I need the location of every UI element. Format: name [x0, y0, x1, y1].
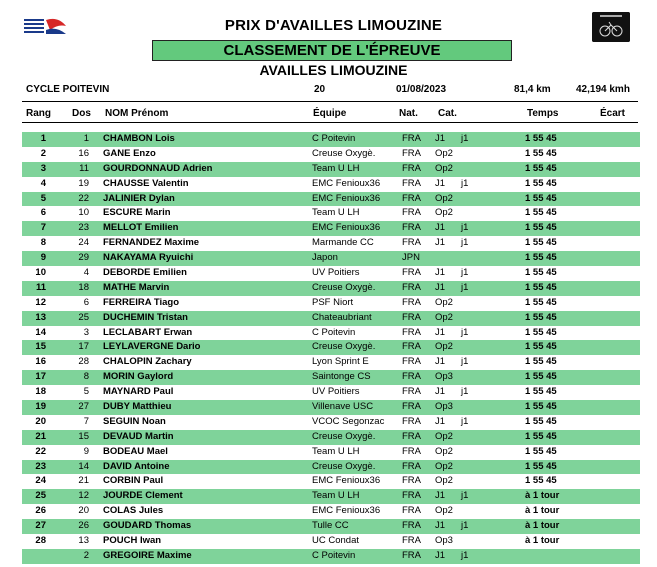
bib-cell: 28 [78, 356, 89, 368]
nationality-cell: FRA [402, 371, 421, 383]
category-cell: J1 [435, 133, 446, 144]
bib-cell: 5 [83, 386, 89, 398]
subcategory-cell: j1 [461, 133, 469, 144]
bib-cell: 16 [78, 147, 89, 159]
time-cell: à 1 tour [525, 520, 560, 532]
bib-cell: 17 [78, 341, 89, 353]
time-cell: 1 55 45 [525, 147, 557, 159]
rank-cell: 25 [35, 490, 46, 502]
bib-cell: 21 [78, 475, 89, 487]
team-cell: UV Poitiers [312, 267, 360, 279]
rank-cell: 8 [40, 237, 46, 249]
table-row [22, 266, 640, 281]
category-cell: J1 [435, 177, 446, 189]
category-cell: J1 [435, 356, 446, 368]
nationality-cell: FRA [402, 490, 421, 502]
team-cell: Team U LH [312, 162, 360, 174]
team-cell: Villenave USC [312, 401, 374, 413]
team-cell: EMC Fenioux36 [312, 505, 381, 517]
rider-name-cell: NAKAYAMA Ryuichi [103, 252, 194, 264]
bib-cell: 9 [83, 445, 89, 457]
category-cell: J1 [435, 490, 446, 502]
rank-cell: 10 [35, 267, 46, 279]
subcategory-cell: j1 [461, 326, 469, 338]
bib-cell: 4 [83, 267, 89, 279]
team-cell: PSF Niort [312, 296, 354, 308]
nationality-cell: FRA [402, 192, 421, 204]
bib-cell: 24 [78, 237, 89, 249]
rank-cell: 3 [40, 162, 46, 174]
table-row [22, 385, 640, 400]
team-cell: C Poitevin [312, 133, 356, 144]
bib-cell: 12 [78, 490, 89, 502]
time-cell: 1 55 45 [525, 267, 557, 279]
category-cell: J1 [435, 267, 446, 279]
nationality-cell: FRA [402, 505, 421, 517]
col-cat: Cat. [438, 108, 457, 119]
time-cell: 1 55 45 [525, 222, 557, 234]
bib-cell: 11 [79, 162, 89, 174]
participants-count: 20 [314, 84, 326, 95]
nationality-cell: FRA [402, 267, 421, 279]
rider-name-cell: LECLABART Erwan [103, 326, 193, 338]
rank-cell: 6 [40, 207, 46, 219]
team-cell: EMC Fenioux36 [312, 177, 381, 189]
category-cell: Op2 [435, 207, 453, 219]
category-cell: Op2 [435, 460, 453, 472]
team-cell: Team U LH [312, 445, 360, 457]
time-cell: 1 55 45 [525, 341, 557, 353]
results-table [22, 132, 640, 564]
table-row [22, 340, 640, 355]
rider-name-cell: JALINIER Dylan [103, 192, 175, 204]
category-cell: Op3 [435, 371, 453, 383]
category-cell: J1 [435, 281, 446, 293]
nationality-cell: FRA [402, 415, 421, 427]
rider-name-cell: BODEAU Mael [103, 445, 168, 457]
col-equipe: Équipe [313, 108, 347, 119]
bib-cell: 8 [83, 371, 89, 383]
team-cell: Creuse Oxygè. [312, 430, 376, 442]
bib-cell: 26 [78, 520, 89, 532]
race-title: PRIX D'AVAILLES LIMOUZINE [224, 17, 443, 34]
nationality-cell: FRA [402, 520, 421, 532]
table-row [22, 489, 640, 504]
bib-cell: 25 [78, 311, 89, 323]
rider-name-cell: CHAMBON Lois [103, 133, 175, 144]
rank-cell: 4 [40, 177, 46, 189]
club-name: CYCLE POITEVIN [26, 84, 110, 95]
bib-cell: 6 [83, 296, 89, 308]
rank-cell: 15 [35, 341, 46, 353]
bib-cell: 15 [78, 430, 89, 442]
classement-banner: CLASSEMENT DE L'ÉPREUVE [152, 40, 512, 61]
table-row [22, 192, 640, 207]
category-cell: Op2 [435, 430, 453, 442]
category-cell: J1 [435, 415, 446, 427]
table-row [22, 445, 640, 460]
race-speed: 42,194 kmh [576, 84, 630, 95]
category-cell: Op3 [435, 401, 453, 413]
table-row [22, 504, 640, 519]
category-cell: J1 [435, 386, 446, 398]
table-row [22, 281, 640, 296]
rank-cell: 9 [40, 252, 46, 264]
time-cell: 1 55 45 [525, 281, 557, 293]
time-cell: 1 55 45 [525, 192, 557, 204]
table-row [22, 162, 640, 177]
team-cell: C Poitevin [312, 326, 356, 338]
rider-name-cell: DUBY Matthieu [103, 401, 172, 413]
rank-cell: 12 [35, 296, 46, 308]
rank-cell: 2 [40, 147, 46, 159]
col-dos: Dos [72, 108, 91, 119]
team-cell: Creuse Oxygè. [312, 460, 376, 472]
nationality-cell: FRA [402, 177, 421, 189]
table-row [22, 519, 640, 534]
table-row [22, 460, 640, 475]
team-cell: Creuse Oxygè. [312, 147, 376, 159]
category-cell: J1 [435, 326, 446, 338]
subcategory-cell: j1 [461, 222, 469, 234]
category-cell: Op3 [435, 535, 453, 547]
bib-cell: 14 [78, 460, 89, 472]
table-row [22, 236, 640, 251]
category-cell: J1 [435, 222, 446, 234]
team-cell: UV Poitiers [312, 386, 360, 398]
rider-name-cell: DEBORDE Emilien [103, 267, 187, 279]
rider-name-cell: CHAUSSE Valentin [103, 177, 189, 189]
nationality-cell: FRA [402, 133, 421, 144]
table-row [22, 534, 640, 549]
nationality-cell: FRA [402, 341, 421, 353]
rank-cell: 18 [35, 386, 46, 398]
team-cell: Creuse Oxygè. [312, 281, 376, 293]
category-cell: Op2 [435, 475, 453, 487]
team-cell: UC Condat [312, 535, 359, 547]
rank-cell: 14 [35, 326, 46, 338]
nationality-cell: FRA [402, 356, 421, 368]
rider-name-cell: GOURDONNAUD Adrien [103, 162, 213, 174]
subcategory-cell: j1 [461, 386, 469, 398]
rider-name-cell: FERNANDEZ Maxime [103, 237, 200, 249]
time-cell: 1 55 45 [525, 460, 557, 472]
team-cell: Team U LH [312, 207, 360, 219]
rider-name-cell: GREGOIRE Maxime [103, 549, 192, 561]
table-row [22, 549, 640, 564]
rider-name-cell: MORIN Gaylord [103, 371, 174, 383]
time-cell: 1 55 45 [525, 445, 557, 457]
race-distance: 81,4 km [514, 84, 551, 95]
category-cell: J1 [435, 237, 446, 249]
rider-name-cell: ESCURE Marin [103, 207, 171, 219]
nationality-cell: FRA [402, 237, 421, 249]
category-cell: Op2 [435, 445, 453, 457]
subcategory-cell: j1 [461, 267, 469, 279]
category-cell: Op2 [435, 147, 453, 159]
table-row [22, 370, 640, 385]
col-ecart: Écart [600, 108, 626, 119]
time-cell: 1 55 45 [525, 401, 557, 413]
rider-name-cell: LEYLAVERGNE Dario [103, 341, 201, 353]
rank-cell: 13 [35, 311, 46, 323]
table-row [22, 206, 640, 221]
nationality-cell: FRA [402, 281, 421, 293]
rank-cell: 19 [35, 401, 46, 413]
rank-cell: 11 [35, 281, 46, 293]
time-cell: 1 55 45 [525, 296, 557, 308]
race-date: 01/08/2023 [396, 84, 447, 95]
category-cell: Op2 [435, 341, 453, 353]
team-cell: Japon [312, 252, 338, 264]
subcategory-cell: j1 [461, 490, 469, 502]
time-cell: 1 55 45 [525, 162, 557, 174]
rank-cell: 23 [35, 460, 46, 472]
bib-cell: 27 [78, 401, 89, 413]
table-row [22, 132, 640, 147]
rank-cell: 27 [35, 520, 46, 532]
team-cell: Saintonge CS [312, 371, 371, 383]
category-cell: Op2 [435, 162, 453, 174]
nationality-cell: FRA [402, 401, 421, 413]
nationality-cell: FRA [402, 296, 421, 308]
time-cell: 1 55 45 [525, 371, 557, 383]
table-row [22, 326, 640, 341]
bib-cell: 20 [78, 505, 89, 517]
category-cell: Op2 [435, 311, 453, 323]
bib-cell: 19 [78, 177, 89, 189]
nationality-cell: JPN [402, 252, 420, 264]
team-cell: Chateaubriant [312, 311, 372, 323]
table-row [22, 221, 640, 236]
col-temps: Temps [527, 108, 559, 119]
nationality-cell: FRA [402, 549, 421, 561]
header-top-rule [22, 101, 638, 102]
time-cell: à 1 tour [525, 490, 560, 502]
category-cell: Op2 [435, 505, 453, 517]
rider-name-cell: MELLOT Emilien [103, 222, 179, 234]
col-rang: Rang [26, 108, 51, 119]
col-nat: Nat. [399, 108, 418, 119]
team-cell: Team U LH [312, 490, 360, 502]
team-cell: Tulle CC [312, 520, 349, 532]
time-cell: à 1 tour [525, 505, 560, 517]
time-cell: 1 55 45 [525, 386, 557, 398]
category-cell: Op2 [435, 192, 453, 204]
rank-cell: 21 [35, 430, 46, 442]
team-cell: EMC Fenioux36 [312, 222, 381, 234]
team-cell: C Poitevin [312, 549, 356, 561]
time-cell: 1 55 45 [525, 475, 557, 487]
bib-cell: 1 [83, 133, 89, 144]
subcategory-cell: j1 [461, 237, 469, 249]
bib-cell: 22 [78, 192, 89, 204]
team-cell: VCOC Segonzac [312, 415, 385, 427]
rider-name-cell: MATHE Marvin [103, 281, 170, 293]
team-cell: EMC Fenioux36 [312, 475, 381, 487]
time-cell: 1 55 45 [525, 415, 557, 427]
nationality-cell: FRA [402, 326, 421, 338]
subcategory-cell: j1 [461, 281, 469, 293]
team-cell: EMC Fenioux36 [312, 192, 381, 204]
rider-name-cell: DEVAUD Martin [103, 430, 174, 442]
rank-cell: 16 [35, 356, 46, 368]
rank-cell: 7 [40, 222, 46, 234]
rank-cell: 26 [35, 505, 46, 517]
table-row [22, 415, 640, 430]
rider-name-cell: COLAS Jules [103, 505, 164, 517]
time-cell: 1 55 45 [525, 237, 557, 249]
team-cell: Marmande CC [312, 237, 374, 249]
nationality-cell: FRA [402, 460, 421, 472]
rank-cell: 20 [35, 415, 46, 427]
table-row [22, 311, 640, 326]
time-cell: 1 55 45 [525, 356, 557, 368]
table-row [22, 177, 640, 192]
table-row [22, 355, 640, 370]
rank-cell: 5 [40, 192, 46, 204]
bib-cell: 10 [78, 207, 89, 219]
nationality-cell: FRA [402, 430, 421, 442]
rider-name-cell: MAYNARD Paul [103, 386, 174, 398]
bib-cell: 13 [78, 535, 89, 547]
bib-cell: 3 [83, 326, 89, 338]
table-row [22, 147, 640, 162]
nationality-cell: FRA [402, 162, 421, 174]
bib-cell: 7 [83, 415, 89, 427]
rider-name-cell: GOUDARD Thomas [103, 520, 192, 532]
bib-cell: 29 [78, 252, 89, 264]
table-row [22, 430, 640, 445]
time-cell: 1 55 45 [525, 326, 557, 338]
bib-cell: 23 [78, 222, 89, 234]
nationality-cell: FRA [402, 147, 421, 159]
subcategory-cell: j1 [461, 177, 469, 189]
time-cell: 1 55 45 [525, 430, 557, 442]
table-row [22, 400, 640, 415]
rider-name-cell: SEGUIN Noan [103, 415, 166, 427]
rank-cell: 24 [35, 475, 46, 487]
rank-cell: 22 [35, 445, 46, 457]
nationality-cell: FRA [402, 386, 421, 398]
nationality-cell: FRA [402, 311, 421, 323]
rider-name-cell: POUCH Iwan [103, 535, 162, 547]
nationality-cell: FRA [402, 445, 421, 457]
col-nom: NOM Prénom [105, 108, 169, 119]
header-bottom-rule [22, 122, 638, 123]
category-cell: J1 [435, 520, 446, 532]
time-cell: 1 55 45 [525, 311, 557, 323]
rider-name-cell: DUCHEMIN Tristan [103, 311, 188, 323]
team-cell: Creuse Oxygè. [312, 341, 376, 353]
rank-cell: 1 [40, 133, 46, 144]
nationality-cell: FRA [402, 475, 421, 487]
subcategory-cell: j1 [461, 520, 469, 532]
bib-cell: 18 [78, 281, 89, 293]
rank-cell: 17 [35, 371, 46, 383]
category-cell: Op2 [435, 296, 453, 308]
bib-cell: 2 [83, 549, 89, 561]
nationality-cell: FRA [402, 222, 421, 234]
rider-name-cell: CHALOPIN Zachary [103, 356, 192, 368]
nationality-cell: FRA [402, 207, 421, 219]
table-row [22, 474, 640, 489]
time-cell: à 1 tour [525, 535, 560, 547]
rider-name-cell: DAVID Antoine [103, 460, 170, 472]
subcategory-cell: j1 [461, 415, 469, 427]
time-cell: 1 55 45 [525, 133, 557, 144]
table-row [22, 251, 640, 266]
rider-name-cell: FERREIRA Tiago [103, 296, 180, 308]
nationality-cell: FRA [402, 535, 421, 547]
time-cell: 1 55 45 [525, 177, 557, 189]
subcategory-cell: j1 [461, 356, 469, 368]
rider-name-cell: GANE Enzo [103, 147, 156, 159]
subcategory-cell: j1 [461, 549, 469, 561]
category-cell: J1 [435, 549, 446, 561]
time-cell: 1 55 45 [525, 252, 557, 264]
time-cell: 1 55 45 [525, 207, 557, 219]
rank-cell: 28 [35, 535, 46, 547]
team-cell: Lyon Sprint E [312, 356, 369, 368]
race-place: AVAILLES LIMOUZINE [259, 62, 408, 78]
rider-name-cell: JOURDE Clement [103, 490, 183, 502]
table-row [22, 296, 640, 311]
rider-name-cell: CORBIN Paul [103, 475, 164, 487]
